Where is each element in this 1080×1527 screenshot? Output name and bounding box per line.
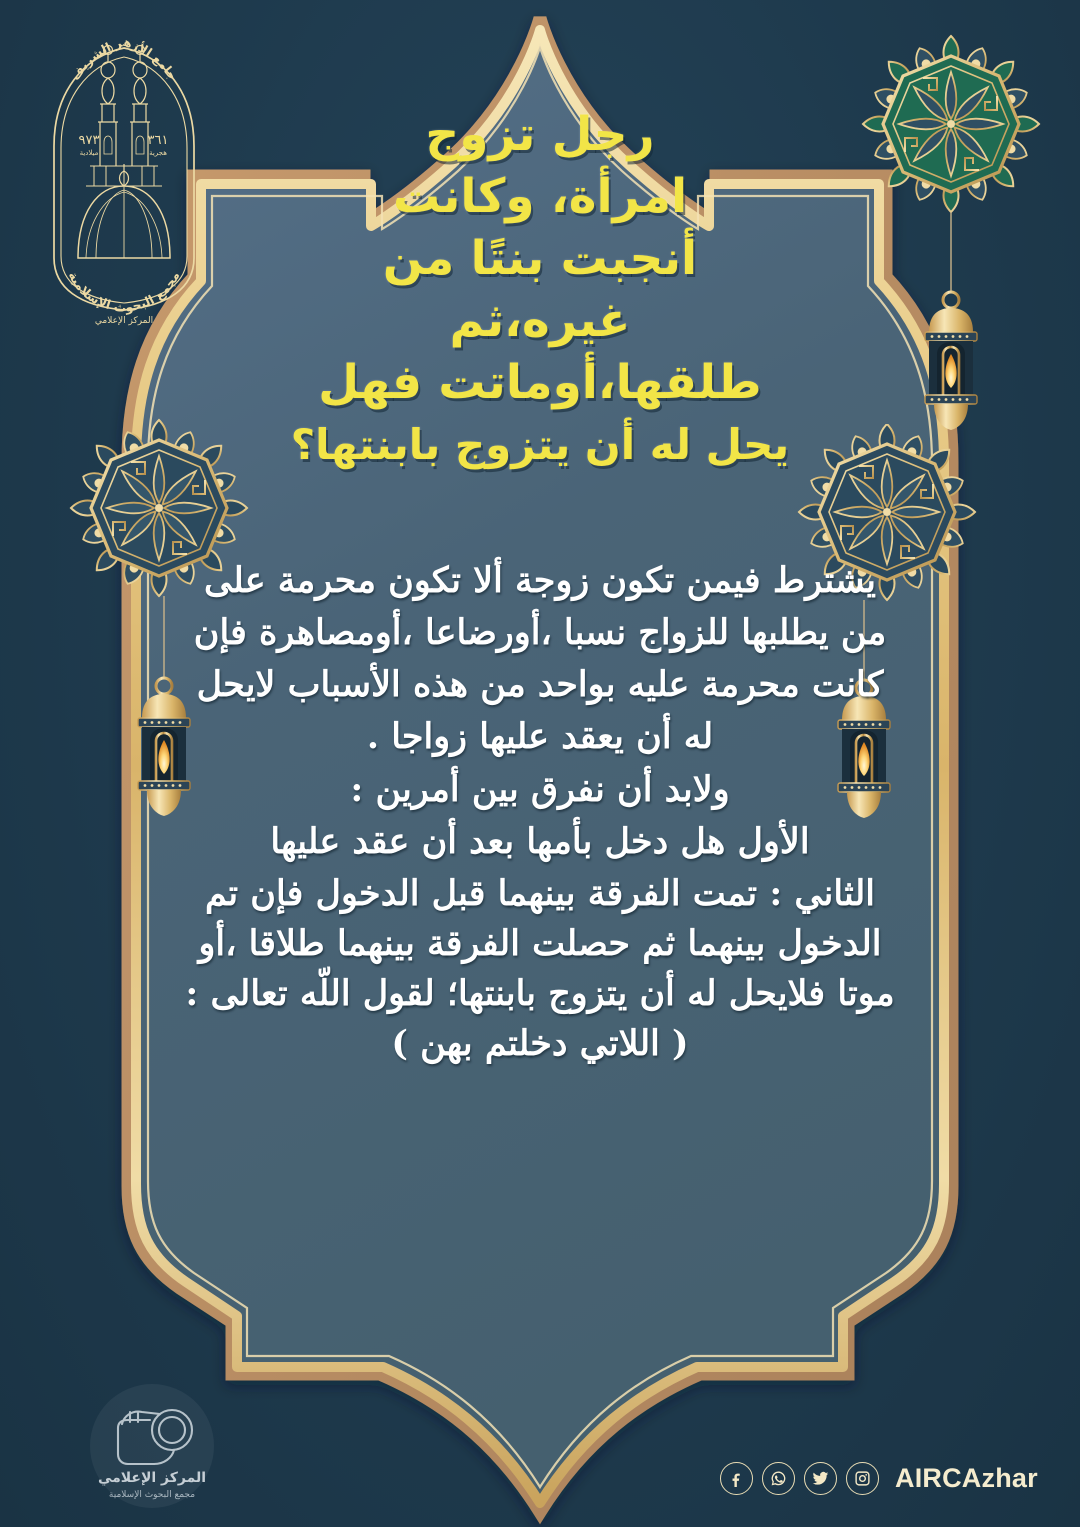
whatsapp-icon[interactable] — [762, 1462, 795, 1495]
logo-media-center-label: المركز الإعلامي — [94, 316, 154, 326]
media-center-watermark — [88, 1382, 216, 1510]
body-paragraph-4: الثاني : تمت الفرقة بينهما قبل الدخول فإن تم الدخول بينهما ثم حصلت الفرقة بينهما طلاقا ،أو موتا فلايحل له أن يتزوج بابنتها؛ لقول اللّه تعالى : ( اللاتي دخلتم بهن ) — [185, 873, 895, 1064]
twitter-icon[interactable] — [804, 1462, 837, 1495]
mandala-icon — [64, 418, 254, 615]
mandala-icon — [856, 34, 1046, 231]
title-line-2: امرأة، وكانت — [392, 169, 688, 224]
body-paragraph-1: يشترط فيمن تكون زوجة ألا تكون محرمة على من يطلبها للزواج نسبا ،أورضاعا ،أومصاهرة فإن كانت محرمة عليه بواحد من هذه الأسباب لايحل له أن يعقد عليها زواجا . — [193, 560, 887, 757]
ornament-right-middle — [792, 424, 982, 824]
logo-date-hijri: ٣٦١ — [147, 133, 169, 148]
ornament-left-middle — [64, 418, 254, 818]
social-links — [720, 1462, 1038, 1495]
title-line-6: يحل له أن يتزوج بابنتها؟ — [290, 420, 790, 469]
logo-date-gregorian: ٩٧٣ — [78, 133, 100, 148]
lantern-icon — [138, 678, 190, 818]
lantern-icon — [838, 680, 890, 824]
watermark-line-1: المركز الإعلامي — [97, 1470, 207, 1486]
body-paragraph-3: الأول هل دخل بأمها بعد أن عقد عليها — [270, 821, 810, 862]
facebook-icon[interactable] — [720, 1462, 753, 1495]
title-line-3: أنجبت بنتًا من — [382, 231, 698, 286]
ornament-top-right — [856, 34, 1046, 434]
svg-text:مجمع البحوث الإسلامية — [66, 269, 183, 315]
title-line-4: غيره،ثم — [449, 293, 631, 348]
logo-date-gregorian-label: ميلادية — [79, 149, 99, 157]
body-paragraph-2: ولابد أن نفرق بين أمرين : — [350, 769, 730, 810]
svg-text:جامع الأزهر الشريف — [68, 35, 180, 83]
instagram-icon[interactable] — [846, 1462, 879, 1495]
title-line-5: طلقها،أوماتت فهل — [318, 355, 762, 410]
social-handle[interactable]: AIRCAzhar — [895, 1463, 1038, 1493]
logo-arch-text: جامع الأزهر الشريف — [68, 35, 180, 83]
title-line-1: رجل تزوج — [425, 107, 655, 162]
al-azhar-logo — [34, 26, 214, 326]
lantern-icon — [925, 292, 977, 434]
mandala-icon — [792, 424, 982, 619]
logo-date-hijri-label: هجرية — [149, 149, 167, 157]
logo-institution-name: مجمع البحوث الإسلامية — [65, 268, 183, 316]
watermark-line-2: مجمع البحوث الإسلامية — [108, 1490, 196, 1500]
